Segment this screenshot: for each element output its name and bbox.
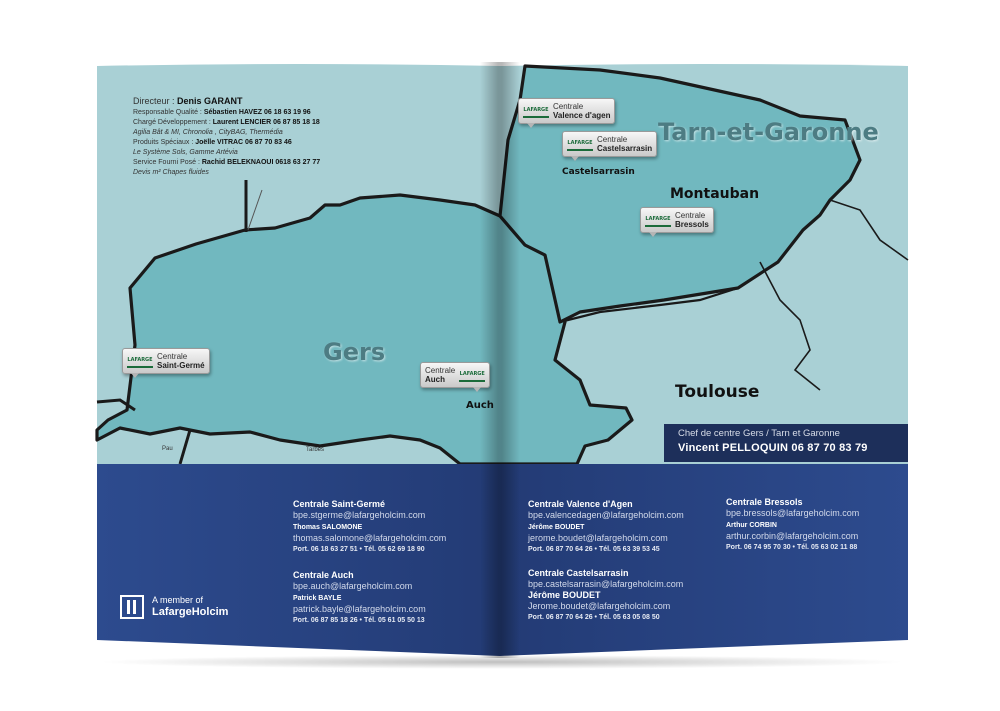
bubble-line2: Bressols [675, 220, 709, 229]
lafargeholcim-logo-icon [120, 595, 144, 619]
dev-note: Agilia Bât & MI, Chronolia , CityBAG, Thermédia [133, 129, 283, 136]
contact-person: Arthur CORBIN [726, 522, 777, 529]
info-row-special-note [133, 148, 320, 158]
contact-title: Centrale Auch [293, 570, 354, 580]
bubble-line1: Centrale [675, 211, 706, 220]
contact-person-mail[interactable]: Jerome.boudet@lafargeholcim.com [528, 601, 671, 611]
contact-person-mail[interactable]: arthur.corbin@lafargeholcim.com [726, 531, 859, 541]
bubble-line1: Centrale [425, 366, 456, 375]
lafarge-logo-icon: LAFARGE [523, 104, 549, 118]
contact-title: Centrale Saint-Germé [293, 499, 386, 509]
info-row-service-note [133, 168, 320, 178]
quality-label: Responsable Qualité : [133, 109, 204, 116]
quality-value: Sébastien HAVEZ 06 18 63 19 96 [203, 109, 311, 116]
contact-phones: Port. 06 87 85 18 26 • Tél. 05 61 05 50 13 [293, 617, 425, 624]
service-value: Rachid BELEKNAOUI 0618 63 27 77 [201, 159, 321, 166]
bubble-saint-germe[interactable] [122, 348, 210, 374]
bubble-auch[interactable] [420, 362, 490, 388]
info-row-dev-note [133, 128, 320, 138]
contact-person: Thomas SALOMONE [293, 524, 363, 531]
contact-phones: Port. 06 18 63 27 51 • Tél. 05 62 69 18 90 [293, 546, 425, 553]
contact-mail[interactable]: bpe.stgerme@lafargeholcim.com [293, 510, 426, 520]
contact-saint-germe [293, 498, 446, 555]
bubble-line2: Saint-Germé [157, 361, 205, 370]
bubble-valence[interactable] [518, 98, 615, 124]
lafarge-logo-icon: LAFARGE [459, 368, 485, 382]
bubble-line2: Auch [425, 375, 445, 384]
contact-person: Jérôme BOUDET [528, 524, 585, 531]
bubble-bressols[interactable] [640, 207, 714, 233]
lafarge-logo-icon: LAFARGE [645, 213, 671, 227]
town-auch: Auch [466, 400, 494, 411]
special-value: Joëlle VITRAC 06 87 70 83 46 [195, 139, 292, 146]
bubble-castelsarrasin[interactable] [562, 131, 657, 157]
contact-castelsarrasin [528, 567, 683, 623]
special-label: Produits Spéciaux : [133, 139, 196, 146]
contact-title: Centrale Valence d'Agen [528, 499, 633, 509]
contact-person: Jérôme BOUDET [528, 590, 601, 600]
member-line2: LafargeHolcim [152, 606, 229, 618]
gutter-shade [480, 62, 520, 658]
bubble-line2: Valence d'agen [553, 111, 611, 120]
town-montauban: Montauban [670, 186, 760, 202]
dev-label: Chargé Développement : [133, 119, 213, 126]
info-row-quality [133, 108, 320, 118]
town-toulouse: Toulouse [675, 382, 760, 402]
contact-mail[interactable]: bpe.castelsarrasin@lafargeholcim.com [528, 579, 684, 589]
chef-name-phone: Vincent PELLOQUIN 06 87 70 83 79 [678, 442, 868, 454]
contact-title: Centrale Bressols [726, 497, 803, 507]
town-pau: Pau [162, 446, 173, 452]
bubble-line2: Castelsarrasin [597, 144, 653, 153]
contact-phones: Port. 06 87 70 64 26 • Tél. 05 63 05 08 50 [528, 614, 660, 621]
director-label: Directeur : [133, 96, 178, 106]
contact-person-mail[interactable]: thomas.salomone@lafargeholcim.com [293, 533, 447, 543]
chef-de-centre-box [664, 424, 908, 462]
contact-auch [293, 569, 426, 626]
staff-info [133, 95, 320, 178]
lafarge-logo-icon: LAFARGE [567, 137, 593, 151]
region-tarn-et-garonne: Tarn-et-Garonne [658, 118, 879, 146]
contact-mail[interactable]: bpe.valencedagen@lafargeholcim.com [528, 510, 684, 520]
director-row [133, 95, 320, 108]
contact-bressols [726, 496, 859, 553]
director-name: Denis GARANT [177, 96, 243, 106]
info-row-service [133, 158, 320, 168]
lafarge-logo-icon: LAFARGE [127, 354, 153, 368]
contact-mail[interactable]: bpe.auch@lafargeholcim.com [293, 581, 413, 591]
town-castelsarrasin: Castelsarrasin [562, 167, 635, 177]
info-row-special [133, 138, 320, 148]
contact-valence [528, 498, 684, 555]
bubble-line1: Centrale [597, 135, 628, 144]
member-line1: A member of [152, 595, 204, 605]
bubble-line1: Centrale [553, 102, 584, 111]
contact-person-mail[interactable]: patrick.bayle@lafargeholcim.com [293, 604, 426, 614]
special-note: Le Système Sols, Gamme Artévia [133, 149, 238, 156]
contact-phones: Port. 06 74 95 70 30 • Tél. 05 63 02 11 88 [726, 544, 858, 551]
contact-person-mail[interactable]: jerome.boudet@lafargeholcim.com [528, 533, 668, 543]
service-label: Service Fourni Posé : [133, 159, 202, 166]
town-tarbes: Tarbes [306, 447, 325, 453]
info-row-dev [133, 118, 320, 128]
lafargeholcim-member [120, 595, 228, 619]
contact-title: Centrale Castelsarrasin [528, 568, 629, 578]
dev-value: Laurent LENCIER 06 87 85 18 18 [212, 119, 320, 126]
contact-phones: Port. 06 87 70 64 26 • Tél. 05 63 39 53 45 [528, 546, 660, 553]
service-note: Devis m² Chapes fluides [133, 169, 209, 176]
bubble-line1: Centrale [157, 352, 188, 361]
contact-person: Patrick BAYLE [293, 595, 342, 602]
region-gers: Gers [323, 338, 386, 366]
chef-title: Chef de centre Gers / Tarn et Garonne [678, 428, 840, 439]
contact-mail[interactable]: bpe.bressols@lafargeholcim.com [726, 508, 860, 518]
